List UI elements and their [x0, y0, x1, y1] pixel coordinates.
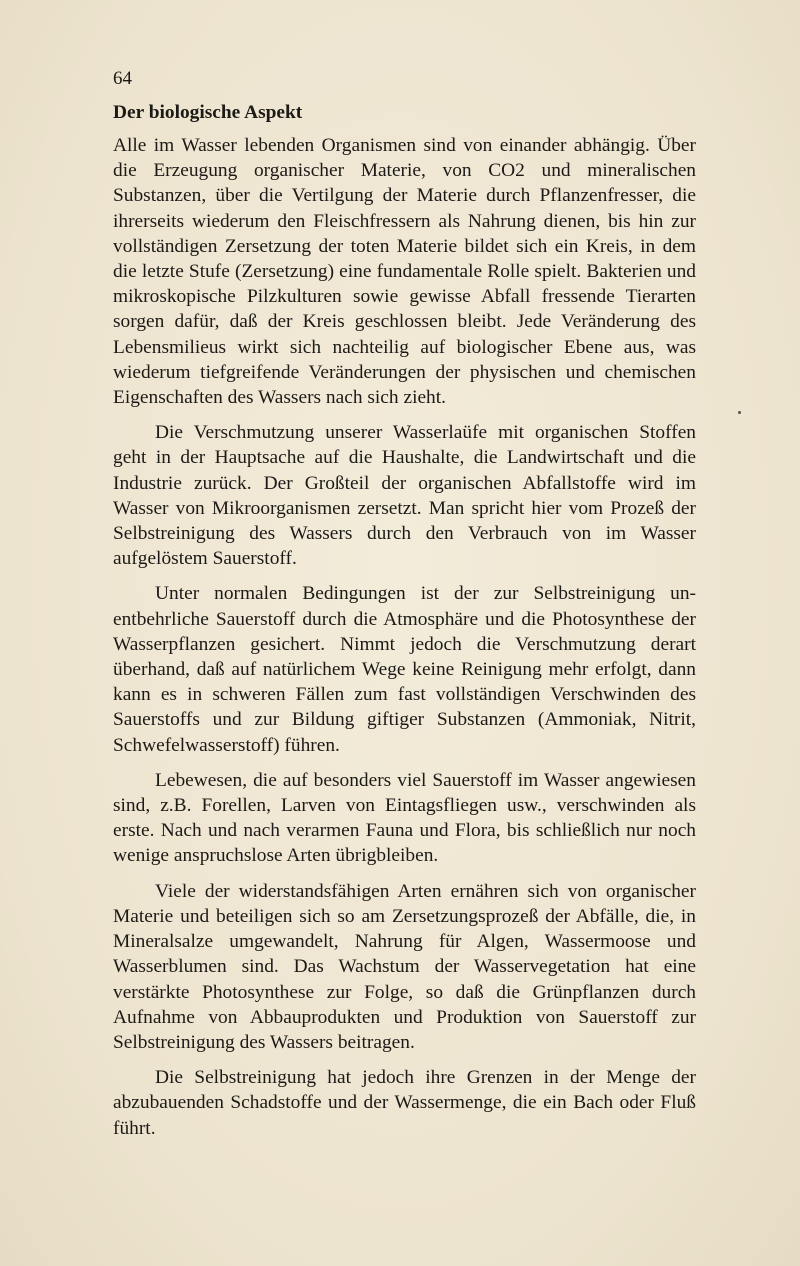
page-content — [113, 66, 696, 1151]
paragraph-4: Lebewesen, die auf besonders viel Sauerstoff im Wasser angewiesen sind, z.B. Forellen, Larven von Eintagsfliegen usw., verschwinden als erste. Nach und nach verarmen Fauna und Flora, bis schließlich nur noch wenige anspruchslose Arten übrigbleiben. — [113, 769, 696, 867]
paragraph-2: Die Verschmutzung unserer Wasserlaüfe mit organischen Stoffen geht in der Hauptsache auf die Haushalte, die Landwirtschaft und die Industrie zurück. Der Großteil der organischen Abfallstoffe wird im Wasser von Mikroorganismen zersetzt. Man spricht hier vom Prozeß der Selbstreinigung des Wassers durch den Verbrauch von im Wasser aufgelöstem Sauerstoff. — [113, 422, 696, 570]
paragraph-1: Alle im Wasser lebenden Organismen sind von einander abhängig. Über die Erzeugung organischer Materie, von CO2 und mineralischen Substanzen, über die Vertilgung der Materie durch Pflanzenfresser, die ihrerseits wiederum den Fleischfressern als Nahrung dienen, bis hin zur vollständigen Zersetzung der toten Materie bildet sich ein Kreis, in dem die letzte Stufe (Zersetzung) eine fundamentale Rolle spielt. Bakterien und mikroskopische Pilzkulturen sowie gewisse Abfall fressende Tierarten sorgen dafür, daß der Kreis geschlossen bleibt. Jede Veränderung des Lebensmilieus wirkt sich nachteilig auf biologischer Ebene aus, was wiederum tiefgreifende Veränderungen der physischen und chemischen Eigenschaften des Wassers nach sich zieht. — [113, 135, 696, 409]
paper-speck — [738, 411, 741, 414]
paragraph-3: Unter normalen Bedingungen ist der zur Selbstreinigung unentbehrliche Sauerstoff durch die Atmosphäre und die Photosynthese der Wasserpflanzen gesichert. Nimmt jedoch die Verschmutzung derart überhand, daß auf natürlichem Wege keine Reinigung mehr erfolgt, dann kann es in schweren Fällen zum fast vollständigen Verschwinden des Sauerstoffs und zur Bildung giftiger Substanzen (Ammoniak, Nitrit, Schwefelwasserstoff) führen. — [113, 583, 696, 756]
paragraph-6: Die Selbstreinigung hat jedoch ihre Grenzen in der Menge der abzubauenden Schadstoffe und der Wassermenge, die ein Bach oder Fluß führt. — [113, 1067, 696, 1139]
paragraph-5: Viele der widerstandsfähigen Arten ernähren sich von organischer Materie und beteiligen sich so am Zersetzungsprozeß der Abfälle, die, in Mineralsalze umgewandelt, Nahrung für Algen, Wassermoose und Wasserblumen sind. Das Wachstum der Wasservegetation hat eine verstärkte Photosynthese zur Folge, so daß die Grünpflanzen durch Aufnahme von Abbauprodukten und Produktion von Sauerstoff zur Selbstreinigung des Wassers beitragen. — [113, 880, 696, 1053]
page-number: 64 — [113, 68, 132, 89]
section-heading: Der biologische Aspekt — [113, 102, 303, 123]
